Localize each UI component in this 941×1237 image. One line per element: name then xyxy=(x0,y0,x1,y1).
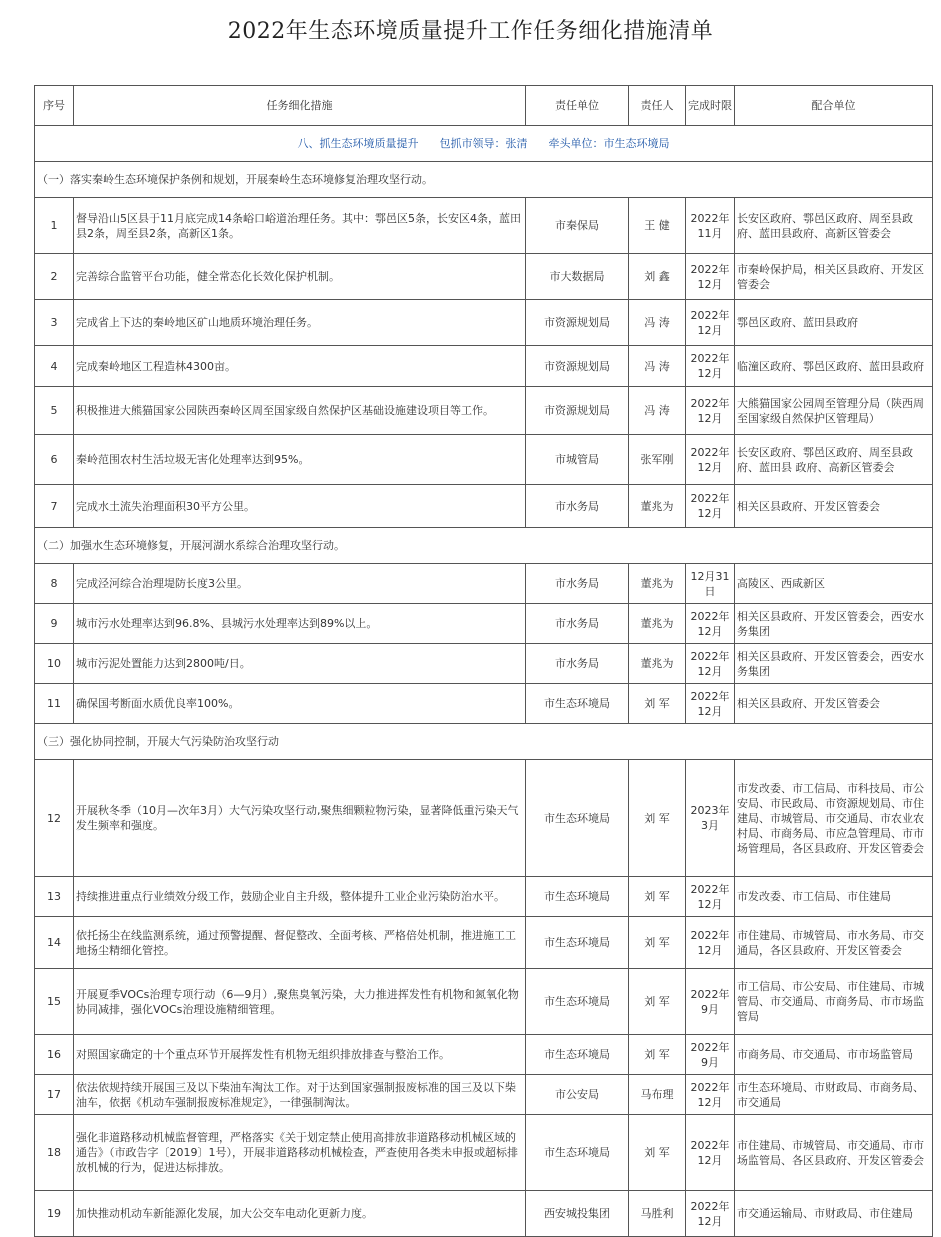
row-task: 确保国考断面水质优良率100%。 xyxy=(74,684,526,724)
row-person: 刘 军 xyxy=(629,760,686,877)
row-coop: 相关区县政府、开发区管委会 xyxy=(735,684,933,724)
row-coop: 相关区县政府、开发区管委会，西安水务集团 xyxy=(735,644,933,684)
row-deadline: 2022年12月 xyxy=(686,346,735,387)
row-unit: 市水务局 xyxy=(526,644,629,684)
row-coop: 市住建局、市城管局、市交通局、市市场监管局、各区县政府、开发区管委会 xyxy=(735,1115,933,1191)
row-coop: 临潼区政府、鄠邑区政府、蓝田县政府 xyxy=(735,346,933,387)
row-seq: 10 xyxy=(35,644,74,684)
row-task: 秦岭范围农村生活垃圾无害化处理率达到95%。 xyxy=(74,435,526,485)
row-person: 张军刚 xyxy=(629,435,686,485)
row-coop: 相关区县政府、开发区管委会 xyxy=(735,485,933,528)
row-person: 刘 军 xyxy=(629,877,686,917)
table-row xyxy=(35,969,933,1035)
row-unit: 市公安局 xyxy=(526,1075,629,1115)
row-seq: 19 xyxy=(35,1191,74,1237)
row-task: 持续推进重点行业绩效分级工作，鼓励企业自主升级，整体提升工业企业污染防治水平。 xyxy=(74,877,526,917)
row-coop: 长安区政府、鄠邑区政府、周至县政府、蓝田县政府、高新区管委会 xyxy=(735,198,933,254)
row-person: 董兆为 xyxy=(629,485,686,528)
row-unit: 市生态环境局 xyxy=(526,1035,629,1075)
row-deadline: 2022年12月 xyxy=(686,684,735,724)
row-coop: 市商务局、市交通局、市市场监管局 xyxy=(735,1035,933,1075)
row-unit: 市生态环境局 xyxy=(526,917,629,969)
row-coop: 市发改委、市工信局、市科技局、市公安局、市民政局、市资源规划局、市住建局、市城管局、市交通局、市农业农村局、市商务局、市应急管理局、市市场管理局，各区县政府、开发区管委会 xyxy=(735,760,933,877)
row-task: 开展夏季VOCs治理专项行动（6—9月）,聚焦臭氧污染，大力推进挥发性有机物和氮氧化物协同减排，强化VOCs治理设施精细管理。 xyxy=(74,969,526,1035)
section-title: （一）落实秦岭生态环境保护条例和规划，开展秦岭生态环境修复治理攻坚行动。 xyxy=(35,162,933,198)
table-row xyxy=(35,254,933,300)
table-row xyxy=(35,760,933,877)
row-task: 对照国家确定的十个重点环节开展挥发性有机物无组织排放排查与整治工作。 xyxy=(74,1035,526,1075)
row-coop: 高陵区、西咸新区 xyxy=(735,564,933,604)
row-coop: 市生态环境局、市财政局、市商务局、市交通局 xyxy=(735,1075,933,1115)
category-prefix: 八、 xyxy=(297,137,320,150)
row-task: 完成泾河综合治理堤防长度3公里。 xyxy=(74,564,526,604)
row-person: 董兆为 xyxy=(629,604,686,644)
row-unit: 市生态环境局 xyxy=(526,877,629,917)
row-coop: 市交通运输局、市财政局、市住建局 xyxy=(735,1191,933,1237)
row-unit: 市水务局 xyxy=(526,604,629,644)
row-deadline: 2022年12月 xyxy=(686,1115,735,1191)
table-row xyxy=(35,346,933,387)
row-task: 积极推进大熊猫国家公园陕西秦岭区周至国家级自然保护区基础设施建设项目等工作。 xyxy=(74,387,526,435)
task-table xyxy=(34,85,933,1237)
row-deadline: 2022年9月 xyxy=(686,969,735,1035)
row-deadline: 2022年12月 xyxy=(686,300,735,346)
row-deadline: 2022年12月 xyxy=(686,387,735,435)
row-task: 完善综合监管平台功能，健全常态化长效化保护机制。 xyxy=(74,254,526,300)
table-row xyxy=(35,1035,933,1075)
row-task: 加快推动机动车新能源化发展，加大公交车电动化更新力度。 xyxy=(74,1191,526,1237)
category-leader: 包抓市领导：张清 xyxy=(439,137,528,150)
table-row xyxy=(35,387,933,435)
row-deadline: 2022年12月 xyxy=(686,254,735,300)
row-task: 督导沿山5区县于11月底完成14条峪口峪道治理任务。其中：鄠邑区5条，长安区4条，蓝田县2条，周至县2条，高新区1条。 xyxy=(74,198,526,254)
row-person: 马胜利 xyxy=(629,1191,686,1237)
row-person: 刘 鑫 xyxy=(629,254,686,300)
row-deadline: 2022年12月 xyxy=(686,1191,735,1237)
section-title: （三）强化协同控制，开展大气污染防治攻坚行动 xyxy=(35,724,933,760)
section-row xyxy=(35,528,933,564)
row-seq: 11 xyxy=(35,684,74,724)
table-row xyxy=(35,300,933,346)
row-unit: 市水务局 xyxy=(526,564,629,604)
row-coop: 市发改委、市工信局、市住建局 xyxy=(735,877,933,917)
section-row xyxy=(35,162,933,198)
row-seq: 15 xyxy=(35,969,74,1035)
row-seq: 4 xyxy=(35,346,74,387)
header-seq: 序号 xyxy=(35,86,74,126)
row-unit: 市生态环境局 xyxy=(526,969,629,1035)
row-deadline: 2022年9月 xyxy=(686,1035,735,1075)
row-seq: 14 xyxy=(35,917,74,969)
header-task: 任务细化措施 xyxy=(74,86,526,126)
row-person: 刘 军 xyxy=(629,1035,686,1075)
row-seq: 1 xyxy=(35,198,74,254)
table-row xyxy=(35,198,933,254)
row-deadline: 2022年12月 xyxy=(686,604,735,644)
row-unit: 市大数据局 xyxy=(526,254,629,300)
row-unit: 市城管局 xyxy=(526,435,629,485)
row-person: 刘 军 xyxy=(629,1115,686,1191)
row-unit: 市水务局 xyxy=(526,485,629,528)
row-deadline: 2022年12月 xyxy=(686,917,735,969)
row-deadline: 2022年12月 xyxy=(686,877,735,917)
row-person: 刘 军 xyxy=(629,684,686,724)
row-unit: 市秦保局 xyxy=(526,198,629,254)
row-task: 依法依规持续开展国三及以下柴油车淘汰工作。对于达到国家强制报废标准的国三及以下柴油车，依据《机动车强制报废标准规定》，一律强制淘汰。 xyxy=(74,1075,526,1115)
row-seq: 17 xyxy=(35,1075,74,1115)
row-deadline: 12月31日 xyxy=(686,564,735,604)
section-title: （二）加强水生态环境修复，开展河湖水系综合治理攻坚行动。 xyxy=(35,528,933,564)
row-person: 董兆为 xyxy=(629,644,686,684)
row-person: 刘 军 xyxy=(629,917,686,969)
row-task: 开展秋冬季（10月—次年3月）大气污染攻坚行动,聚焦细颗粒物污染，显著降低重污染天气发生频率和强度。 xyxy=(74,760,526,877)
row-task: 完成水土流失治理面积30平方公里。 xyxy=(74,485,526,528)
row-coop: 市住建局、市城管局、市水务局、市交通局，各区县政府、开发区管委会 xyxy=(735,917,933,969)
row-seq: 18 xyxy=(35,1115,74,1191)
row-person: 马布理 xyxy=(629,1075,686,1115)
row-seq: 16 xyxy=(35,1035,74,1075)
row-person: 刘 军 xyxy=(629,969,686,1035)
header-deadline: 完成时限 xyxy=(686,86,735,126)
row-seq: 8 xyxy=(35,564,74,604)
row-person: 冯 涛 xyxy=(629,387,686,435)
row-coop: 长安区政府、鄠邑区政府、周至县政府、蓝田县 政府、高新区管委会 xyxy=(735,435,933,485)
table-row xyxy=(35,644,933,684)
page-title: 2022年生态环境质量提升工作任务细化措施清单 xyxy=(227,19,714,44)
row-coop: 大熊猫国家公园周至管理分局（陕西周至国家级自然保护区管理局） xyxy=(735,387,933,435)
row-coop: 鄠邑区政府、蓝田县政府 xyxy=(735,300,933,346)
row-unit: 西安城投集团 xyxy=(526,1191,629,1237)
table-row xyxy=(35,877,933,917)
row-task: 依托扬尘在线监测系统，通过预警提醒、督促整改、全面考核、严格倍处机制，推进施工工地扬尘精细化管控。 xyxy=(74,917,526,969)
row-unit: 市生态环境局 xyxy=(526,1115,629,1191)
table-row xyxy=(35,917,933,969)
row-unit: 市资源规划局 xyxy=(526,300,629,346)
row-unit: 市资源规划局 xyxy=(526,346,629,387)
row-person: 冯 涛 xyxy=(629,346,686,387)
row-deadline: 2022年12月 xyxy=(686,1075,735,1115)
row-deadline: 2023年3月 xyxy=(686,760,735,877)
row-seq: 12 xyxy=(35,760,74,877)
table-header xyxy=(35,86,933,126)
row-task: 完成省上下达的秦岭地区矿山地质环境治理任务。 xyxy=(74,300,526,346)
row-deadline: 2022年11月 xyxy=(686,198,735,254)
row-deadline: 2022年12月 xyxy=(686,485,735,528)
row-seq: 6 xyxy=(35,435,74,485)
row-person: 董兆为 xyxy=(629,564,686,604)
row-task: 完成秦岭地区工程造林4300亩。 xyxy=(74,346,526,387)
row-unit: 市生态环境局 xyxy=(526,684,629,724)
header-coop: 配合单位 xyxy=(735,86,933,126)
row-deadline: 2022年12月 xyxy=(686,435,735,485)
table-row xyxy=(35,564,933,604)
row-seq: 13 xyxy=(35,877,74,917)
row-seq: 5 xyxy=(35,387,74,435)
table-row xyxy=(35,1191,933,1237)
header-unit: 责任单位 xyxy=(526,86,629,126)
row-task: 强化非道路移动机械监督管理，严格落实《关于划定禁止使用高排放非道路移动机械区域的通告》（市政告字〔2019〕1号），开展非道路移动机械检查，严查使用各类未申报或超标排放机械的行为，促进达标排放。 xyxy=(74,1115,526,1191)
row-unit: 市生态环境局 xyxy=(526,760,629,877)
category-lead-unit: 牵头单位：市生态环境局 xyxy=(548,137,670,150)
table-row xyxy=(35,1075,933,1115)
row-seq: 2 xyxy=(35,254,74,300)
table-row xyxy=(35,485,933,528)
row-person: 王 健 xyxy=(629,198,686,254)
header-person: 责任人 xyxy=(629,86,686,126)
row-unit: 市资源规划局 xyxy=(526,387,629,435)
row-seq: 9 xyxy=(35,604,74,644)
row-task: 城市污水处理率达到96.8%、县城污水处理率达到89%以上。 xyxy=(74,604,526,644)
category-name: 抓生态环境质量提升 xyxy=(319,137,419,150)
table-row xyxy=(35,684,933,724)
section-row xyxy=(35,724,933,760)
table-row xyxy=(35,1115,933,1191)
category-row xyxy=(35,126,933,162)
row-seq: 3 xyxy=(35,300,74,346)
row-seq: 7 xyxy=(35,485,74,528)
row-coop: 相关区县政府、开发区管委会，西安水务集团 xyxy=(735,604,933,644)
row-task: 城市污泥处置能力达到2800吨/日。 xyxy=(74,644,526,684)
row-deadline: 2022年12月 xyxy=(686,644,735,684)
row-coop: 市工信局、市公安局、市住建局、市城管局、市交通局、市商务局、市市场监管局 xyxy=(735,969,933,1035)
table-row xyxy=(35,435,933,485)
row-coop: 市秦岭保护局，相关区县政府、开发区管委会 xyxy=(735,254,933,300)
table-row xyxy=(35,604,933,644)
row-person: 冯 涛 xyxy=(629,300,686,346)
